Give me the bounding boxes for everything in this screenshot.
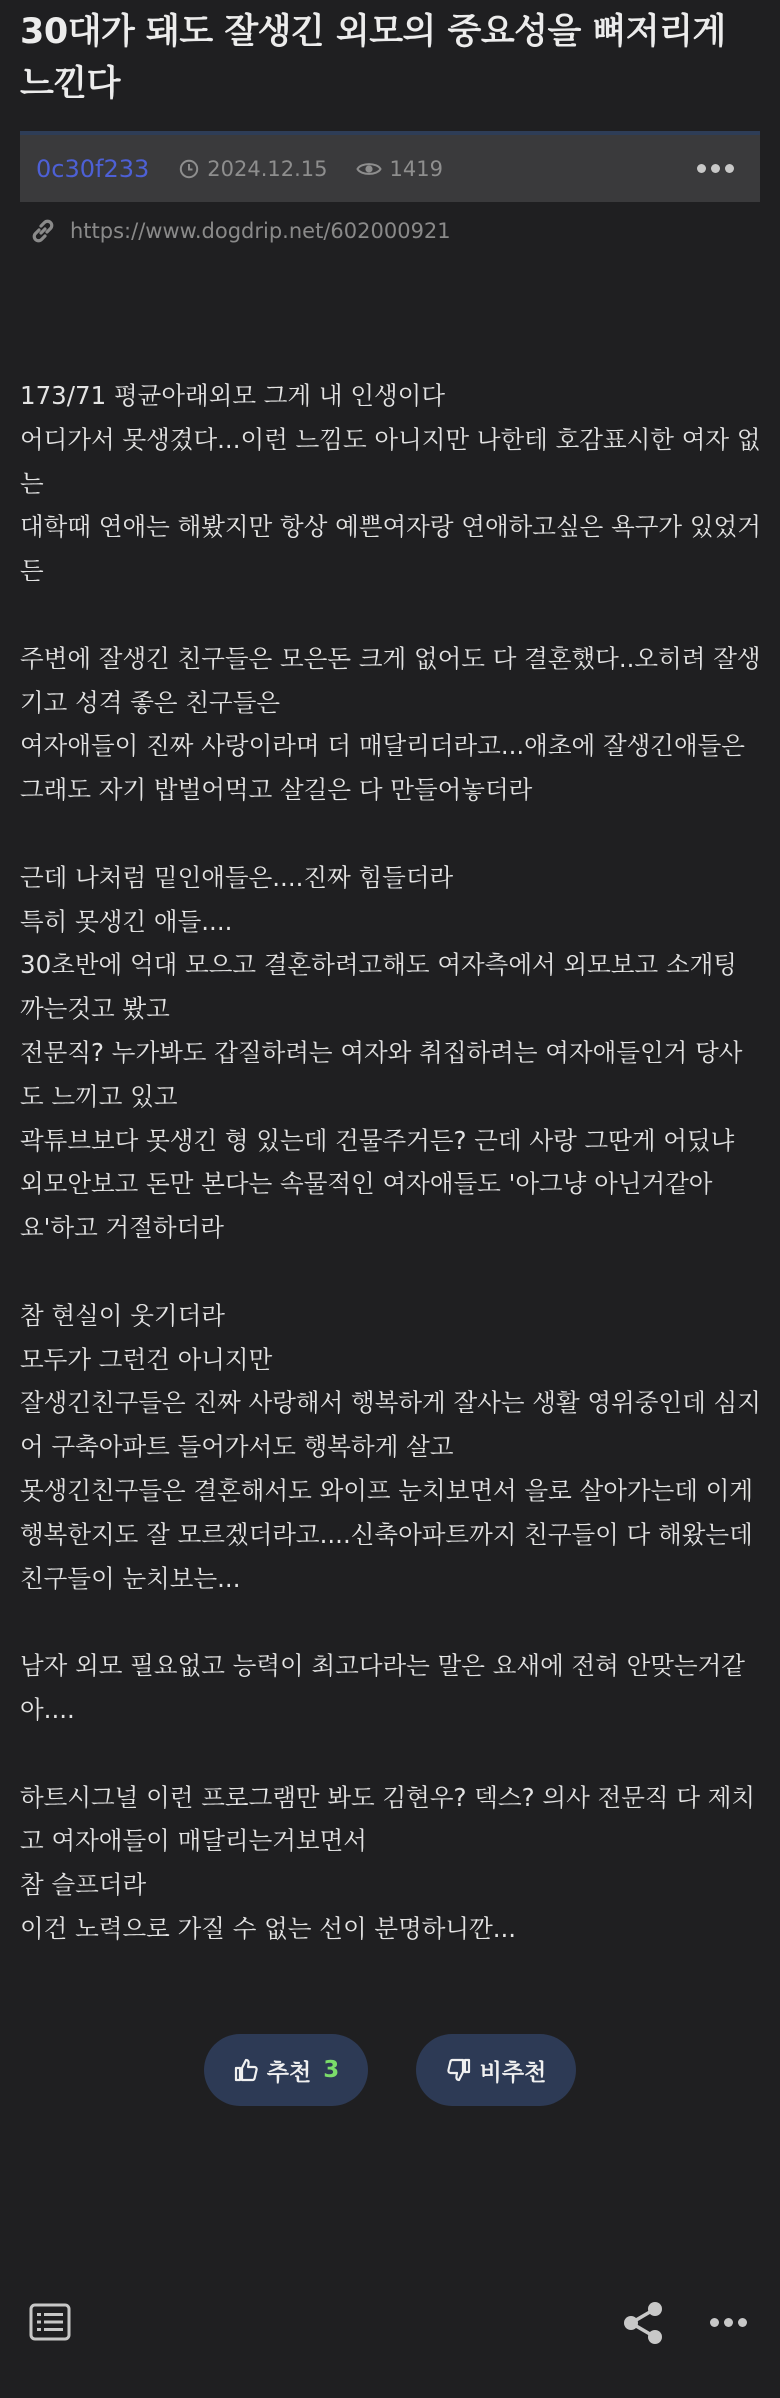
share-button[interactable] xyxy=(622,2300,664,2350)
body-line: 대학때 연애는 해봤지만 항상 예쁜여자랑 연애하고싶은 욕구가 있었거든 xyxy=(20,512,761,586)
body-line: 잘생긴친구들은 진짜 사랑해서 행복하게 잘사는 생활 영위중인데 심지어 구축아파트 들어가서도 행복하게 살고 xyxy=(20,1388,761,1462)
downvote-button[interactable] xyxy=(416,2034,576,2106)
body-line: 친구들이 눈치보는... xyxy=(20,1563,241,1593)
body-line: 못생긴친구들은 결혼해서도 와이프 눈치보면서 을로 살아가는데 이게 행복한지도 잘 모르겠더라고....신축아파트까지 친구들이 다 해왔는데 xyxy=(20,1475,754,1549)
body-line: 어디가서 못생겼다...이런 느낌도 아니지만 나한테 호감표시한 여자 없는 xyxy=(20,424,761,498)
body-line: 곽튜브보다 못생긴 형 있는데 건물주거든? 근데 사랑 그딴게 어딨냐 xyxy=(20,1125,735,1155)
body-line: 특히 못생긴 애들.... xyxy=(20,906,233,936)
body-line: 전문직? 누가봐도 갑질하려는 여자와 취집하려는 여자애들인거 당사도 느끼고 있고 xyxy=(20,1037,743,1111)
body-line: 30초반에 억대 모으고 결혼하려고해도 여자측에서 외모보고 소개팅 까는것고 봤고 xyxy=(20,950,737,1024)
list-icon xyxy=(28,2302,72,2342)
post-url-text[interactable]: https://www.dogdrip.net/602000921 xyxy=(70,219,451,243)
body-line: 참 현실이 웃기더라 xyxy=(20,1300,225,1330)
body-line: 외모안보고 돈만 본다는 속물적인 여자애들도 '아그냥 아닌거같아요'하고 거절하더라 xyxy=(20,1169,713,1243)
body-line: 이건 노력으로 가질 수 없는 선이 분명하니깐... xyxy=(20,1913,517,1943)
upvote-button[interactable] xyxy=(204,2034,368,2106)
paragraph-gap xyxy=(20,1250,765,1294)
thumbs-up-icon xyxy=(233,2057,259,2083)
more-dots-icon xyxy=(710,2318,719,2327)
body-line: 주변에 잘생긴 친구들은 모은돈 크게 없어도 다 결혼했다..오히려 잘생기고 성격 좋은 친구들은 xyxy=(20,643,761,717)
bottom-more-button[interactable] xyxy=(710,2318,747,2327)
paragraph-gap xyxy=(20,812,765,856)
paragraph-gap xyxy=(20,593,765,637)
clock-icon xyxy=(179,159,199,179)
upvote-label: 추천 xyxy=(266,2059,312,2086)
post-meta-bar xyxy=(20,131,760,202)
body-line: 남자 외모 필요없고 능력이 최고다라는 말은 요새에 전혀 안맞는거같아.... xyxy=(20,1651,745,1724)
view-count-text: 1419 xyxy=(389,156,443,181)
view-count xyxy=(356,157,443,181)
paragraph-gap xyxy=(20,1732,765,1776)
body-line: 여자애들이 진짜 사랑이라며 더 매달리더라고...애초에 잘생긴애들은 그래도 자기 밥벌어먹고 살길은 다 만들어놓더라 xyxy=(20,731,745,805)
upvote-count: 3 xyxy=(323,2057,340,2083)
vote-row xyxy=(0,2034,780,2106)
body-line: 하트시그널 이런 프로그램만 봐도 김현우? 덱스? 의사 전문직 다 제치고 여자애들이 매달리는거보면서 xyxy=(20,1782,756,1856)
bottom-toolbar xyxy=(0,2288,780,2358)
body-line: 참 슬프더라 xyxy=(20,1870,147,1900)
author-link[interactable]: 0c30f233 xyxy=(36,154,150,183)
post-date xyxy=(179,157,327,181)
paragraph-gap xyxy=(20,1600,765,1644)
share-icon xyxy=(622,2300,664,2346)
eye-icon xyxy=(356,160,382,178)
list-button[interactable] xyxy=(28,2302,72,2346)
link-icon xyxy=(28,216,58,246)
body-line: 173/71 평균아래외모 그게 내 인생이다 xyxy=(20,381,446,410)
thumbs-down-icon xyxy=(446,2057,472,2083)
body-line: 모두가 그런건 아니지만 xyxy=(20,1344,273,1374)
post-url[interactable] xyxy=(28,216,451,246)
post-content xyxy=(20,374,765,1951)
more-options-button[interactable] xyxy=(697,164,734,173)
post-title: 30대가 돼도 잘생긴 외모의 중요성을 뼈저리게 느낀다 xyxy=(20,12,726,104)
downvote-label: 비추천 xyxy=(479,2059,547,2086)
post-date-text: 2024.12.15 xyxy=(207,156,328,181)
more-dots-icon xyxy=(697,164,706,173)
body-line: 근데 나처럼 밑인애들은....진짜 힘들더라 xyxy=(20,862,454,892)
